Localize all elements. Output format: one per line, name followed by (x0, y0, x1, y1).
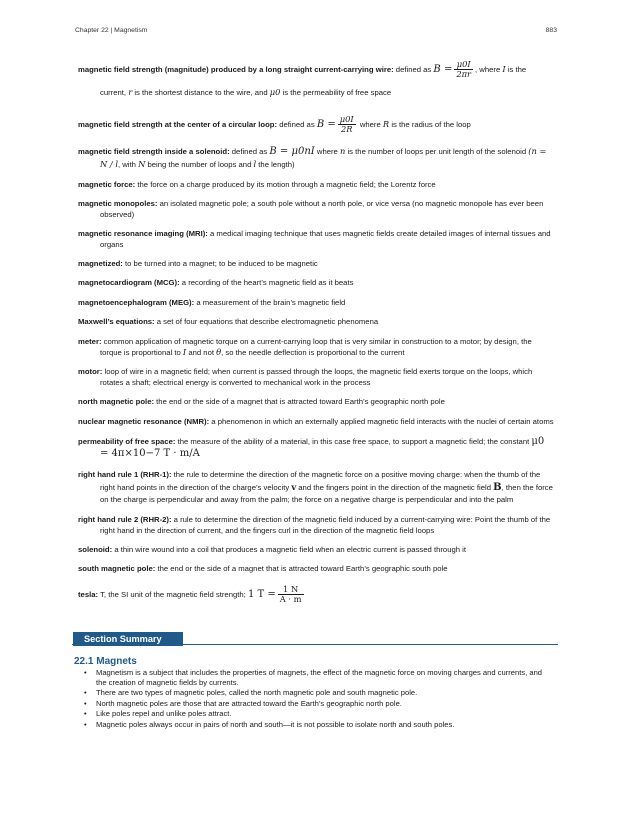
glossary-entry (78, 417, 554, 427)
glossary-text: common application of magnetic torque on a current-carrying loop that is very similar in construction to a motor; by design, the torque is proportional to (100, 336, 532, 358)
glossary-text: , so the needle deflection is proportional to the current (221, 348, 405, 358)
math-n-definition: (n = N / l (100, 146, 547, 169)
glossary-entry (78, 259, 554, 269)
glossary-text: the measure of the ability of a material, in this case free space, to support a magnetic field; the constant (177, 437, 530, 447)
math-fraction (454, 60, 473, 79)
glossary-text: is the permeability of free space (282, 88, 392, 97)
glossary-text: is the current, (100, 65, 527, 97)
glossary-entry-meter (78, 337, 554, 359)
glossary-text: T, the SI unit of the magnetic field strength; (100, 589, 246, 599)
glossary-definition: an isolated magnetic pole; a south pole without a north pole, or vice versa (no magnetic monopole has ever been observed) (100, 199, 544, 219)
glossary-text: is the shortest distance to the wire, and (134, 88, 268, 97)
glossary-entry-wire-field (78, 58, 554, 104)
math-b-equals: B = (316, 119, 336, 130)
glossary-term: magnetic resonance imaging (MRI): (78, 229, 208, 239)
glossary-text: is the number of loops per unit length of the solenoid (347, 147, 527, 156)
math-denominator: 2R (340, 124, 353, 135)
glossary-text: where (316, 147, 338, 156)
running-header-chapter: Chapter 22 | Magnetism (75, 27, 148, 34)
glossary-definition: loop of wire in a magnetic field; when current is passed through the loops, the magnetic field exerts torque on the loops, which rotates a shaft; electrical energy is converted to mechanical work in the process (100, 367, 533, 387)
math-n: n (339, 146, 346, 156)
glossary-term: magnetic field strength inside a solenoid: (78, 147, 230, 156)
math-velocity: v (291, 482, 297, 493)
math-mu0-value: μ0 = 4π×10−7 T · m/A (100, 436, 545, 460)
glossary-definition: to be turned into a magnet; to be induced to be magnetic (125, 259, 318, 269)
glossary-entry (78, 278, 554, 288)
glossary-term: magnetized: (78, 259, 123, 269)
glossary-entry (78, 515, 554, 536)
math-denominator: A · m (279, 594, 302, 605)
glossary-text: being the number of loops and (147, 160, 252, 169)
glossary-entry-loop-field (78, 113, 554, 136)
math-capital-n: N (138, 159, 146, 169)
math-theta: θ (216, 347, 222, 358)
page-number: 883 (545, 27, 557, 34)
glossary-definition: the force on a charge produced by its motion through a magnetic field; the Lorentz force (137, 180, 436, 189)
glossary-entry-permeability (78, 436, 554, 460)
glossary-term: right hand rule 2 (RHR-2): (78, 515, 172, 525)
glossary-definition: the end or the side of a magnet that is attracted toward Earth’s geographic south pole (157, 564, 448, 574)
glossary-text: , with (117, 160, 136, 169)
glossary-entry (78, 180, 554, 190)
list-item: • North magnetic poles are those that are attracted toward the Earth’s geographic north pole. (82, 699, 548, 709)
glossary-entry-tesla (78, 584, 554, 606)
glossary-term: south magnetic pole: (78, 564, 156, 574)
glossary-definition: a recording of the heart’s magnetic field as it beats (181, 278, 354, 288)
math-mu0: μ0 (269, 87, 281, 97)
glossary-entry (78, 545, 554, 555)
glossary-text: and not (188, 348, 214, 358)
list-item: • Magnetic poles always occur in pairs of north and south—it is not possible to isolate north and south poles. (82, 720, 548, 730)
glossary-text: and the fingers point in the direction of the magnetic field (298, 483, 492, 493)
list-item: • Like poles repel and unlike poles attract. (82, 709, 548, 719)
math-one-tesla: 1 T = (247, 588, 276, 600)
math-r: R (382, 119, 390, 129)
list-item: • Magnetism is a subject that includes the properties of magnets, the effect of the magnetic force on moving charges and currents, and the creation of magnetic fields by currents. (82, 668, 548, 688)
glossary-entry-solenoid-field (78, 145, 554, 171)
glossary-definition: a measurement of the brain’s magnetic field (196, 297, 346, 307)
summary-list (82, 668, 548, 730)
glossary-definition: a set of four equations that describe electromagnetic phenomena (156, 317, 379, 327)
glossary-definition: a rule to determine the direction of the magnetic field induced by a current-carrying wire: Point the thumb of the right hand in the direction of current, and the fingers curl in the direction of the magnetic field loops (100, 515, 551, 535)
glossary-entry (78, 229, 554, 250)
math-field-b: B (493, 482, 502, 494)
glossary-text: is the radius of the loop (391, 120, 471, 129)
glossary-entry (78, 367, 554, 388)
glossary-entry (78, 298, 554, 308)
glossary (78, 58, 554, 615)
section-summary-heading: Section Summary (73, 632, 183, 646)
subsection-heading: 22.1 Magnets (74, 656, 137, 667)
glossary-text: , then the force on the charge is perpendicular and away from the palm; the force on a negative charge is perpendicular and into the palm (100, 483, 553, 505)
glossary-term: tesla: (78, 589, 99, 599)
glossary-term: nuclear magnetic resonance (NMR): (78, 416, 210, 426)
glossary-text: defined as (279, 120, 315, 129)
list-item: • There are two types of magnetic poles, called the north magnetic pole and south magnetic pole. (82, 688, 548, 698)
glossary-text: , where (475, 65, 501, 74)
glossary-entry-rhr1 (78, 469, 554, 506)
glossary-entry (78, 199, 554, 220)
glossary-term: permeability of free space: (78, 437, 176, 447)
math-i: I (182, 347, 187, 358)
math-r: r (128, 87, 133, 97)
glossary-term: solenoid: (78, 544, 113, 554)
glossary-entry (78, 564, 554, 574)
glossary-term: magnetic field strength at the center of a circular loop: (78, 120, 278, 129)
glossary-term: magnetoencephalogram (MEG): (78, 297, 195, 307)
glossary-term: north magnetic pole: (78, 397, 155, 407)
glossary-entry (78, 397, 554, 407)
glossary-definition: a phenomenon in which an externally applied magnetic field interacts with the nuclei of certain atoms (211, 416, 554, 426)
math-solenoid-equation: B = μ0nI (269, 146, 315, 157)
glossary-definition: a medical imaging technique that uses magnetic fields create detailed images of internal tissues and organs (100, 229, 551, 249)
math-b-equals: B = (433, 64, 453, 75)
glossary-definition: a thin wire wound into a coil that produces a magnetic field when an electric current is passed through it (114, 544, 466, 554)
glossary-term: meter: (78, 336, 102, 346)
glossary-text: where (359, 120, 381, 129)
math-i: I (502, 64, 506, 74)
glossary-text: the rule to determine the direction of the magnetic force on a positive moving charge: when the thumb of the right hand points in the direction of the charge’s velocity (100, 470, 541, 493)
math-l: l (253, 159, 257, 169)
math-numerator: μ0I (339, 114, 354, 125)
glossary-entry (78, 317, 554, 327)
glossary-text: defined as (395, 65, 432, 74)
glossary-term: magnetic field strength (magnitude) produced by a long straight current-carrying wire: (78, 65, 394, 74)
glossary-definition: the end or the side of a magnet that is attracted toward Earth’s geographic north pole (156, 397, 445, 407)
math-fraction (278, 585, 304, 604)
glossary-term: magnetocardiogram (MCG): (78, 278, 180, 288)
math-numerator: 1 N (278, 585, 304, 595)
glossary-text: defined as (231, 147, 268, 156)
glossary-text: the length) (258, 160, 295, 169)
glossary-term: magnetic force: (78, 180, 136, 189)
glossary-term: motor: (78, 367, 103, 377)
glossary-term: right hand rule 1 (RHR-1): (78, 470, 172, 480)
math-fraction (338, 115, 356, 134)
math-numerator: μ0I (454, 60, 473, 70)
math-denominator: 2πr (456, 69, 472, 80)
glossary-term: Maxwell’s equations: (78, 317, 155, 327)
glossary-term: magnetic monopoles: (78, 199, 158, 209)
